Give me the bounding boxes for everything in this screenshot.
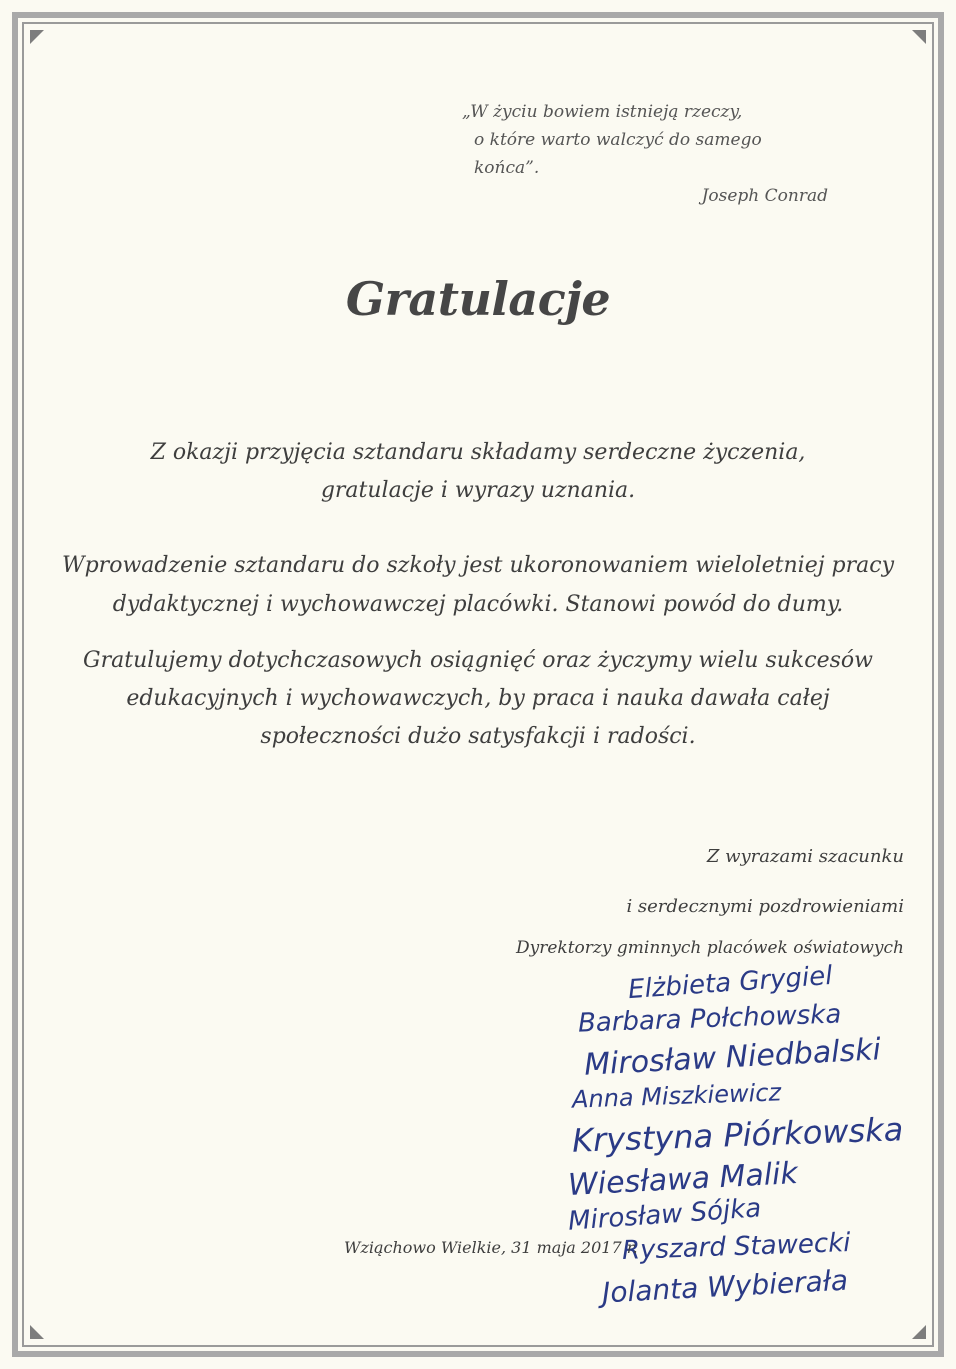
handwritten-signature: Mirosław Niedbalski [583, 1032, 882, 1083]
handwritten-signature: Jolanta Wybierała [601, 1263, 849, 1310]
paragraph-line: gratulacje i wyrazy uznania. [320, 478, 636, 503]
paragraph-line: dydaktycznej i wychowawczej placówki. Stanowi powód do dumy. [112, 592, 844, 617]
corner-ornament-bottom-left [30, 1325, 44, 1339]
handwritten-signature: Krystyna Piórkowska [571, 1110, 904, 1160]
closing-signatories: Dyrektorzy gminnych placówek oświatowych [516, 938, 904, 958]
handwritten-signature: Barbara Połchowska [577, 999, 842, 1039]
paragraph-line: Wprowadzenie sztandaru do szkoły jest ukoronowaniem wieloletniej pracy [61, 553, 894, 578]
corner-ornament-top-right [912, 30, 926, 44]
handwritten-signature: Anna Miszkiewicz [571, 1078, 782, 1114]
handwritten-signature: Ryszard Stawecki [621, 1228, 851, 1266]
paragraph-line: społeczności dużo satysfakcji i radości. [260, 724, 696, 749]
quote-line-2: o które warto walczyć do samego końca”. [474, 130, 762, 178]
closing-line-2: i serdecznymi pozdrowieniami [626, 896, 904, 917]
paragraph-congratulations [60, 642, 896, 756]
corner-ornament-top-left [30, 30, 44, 44]
document-title: Gratulacje [345, 272, 611, 326]
epigraph-quote [440, 98, 830, 210]
quote-line-1: „W życiu bowiem istnieją rzeczy, [462, 102, 743, 122]
handwritten-signature: Wiesława Malik [567, 1156, 799, 1203]
paragraph-banner [60, 546, 896, 624]
paragraph-occasion [60, 434, 896, 510]
quote-author: Joseph Conrad [701, 186, 828, 206]
corner-ornament-bottom-right [912, 1325, 926, 1339]
handwritten-signature: Mirosław Sójka [567, 1193, 763, 1237]
paragraph-line: edukacyjnych i wychowawczych, by praca i nauka dawała całej [126, 686, 830, 711]
closing-line-1: Z wyrazami szacunku [706, 846, 904, 867]
place-and-date: Wziąchowo Wielkie, 31 maja 2017 r. [344, 1238, 638, 1257]
paragraph-line: Gratulujemy dotychczasowych osiągnięć oraz życzymy wielu sukcesów [83, 648, 873, 673]
signature-block [548, 960, 908, 1326]
handwritten-signature: Elżbieta Grygiel [627, 960, 834, 1006]
paragraph-line: Z okazji przyjęcia sztandaru składamy serdeczne życzenia, [150, 440, 806, 465]
